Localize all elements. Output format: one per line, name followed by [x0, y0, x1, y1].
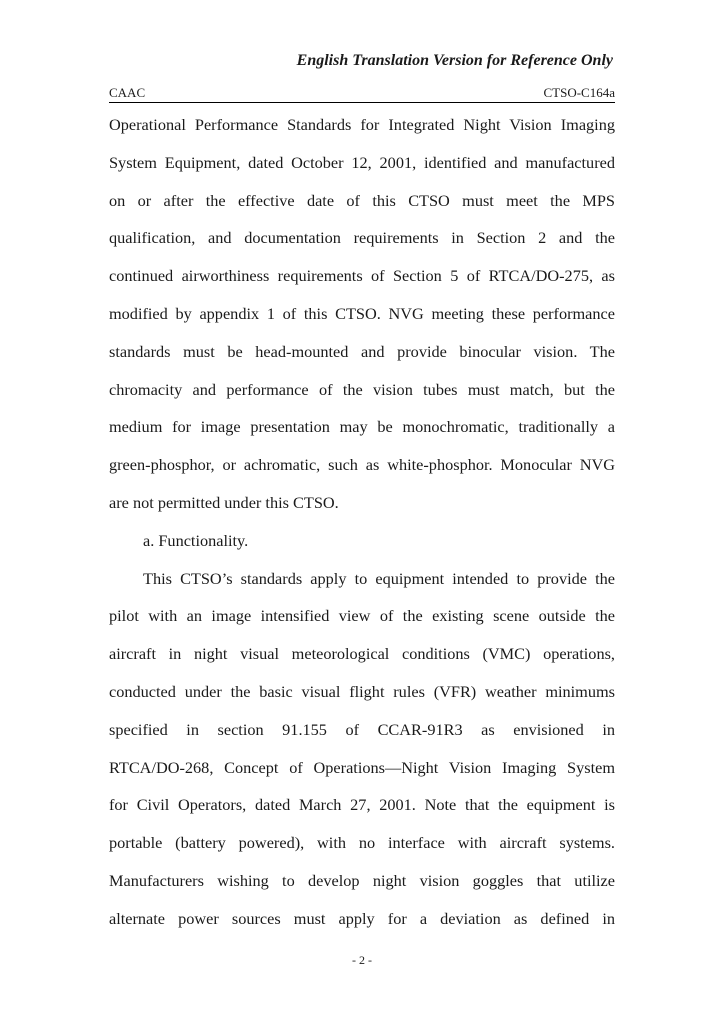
body-line: modified by appendix 1 of this CTSO. NVG meeting these performance: [109, 303, 615, 323]
body-line: for Civil Operators, dated March 27, 2001. Note that the equipment is: [109, 795, 615, 815]
body-line: medium for image presentation may be monochromatic, traditionally a: [109, 417, 615, 437]
body-line: chromacity and performance of the vision tubes must match, but the: [109, 379, 615, 399]
body-line: continued airworthiness requirements of Section 5 of RTCA/DO-275, as: [109, 266, 615, 286]
body-line: qualification, and documentation requirements in Section 2 and the: [109, 228, 615, 248]
body-line: are not permitted under this CTSO.: [109, 492, 339, 512]
body-line: specified in section 91.155 of CCAR-91R3 as envisioned in: [109, 719, 615, 739]
body-line: standards must be head-mounted and provide binocular vision. The: [109, 341, 615, 361]
section-heading: a. Functionality.: [143, 530, 249, 550]
body-line: conducted under the basic visual flight rules (VFR) weather minimums: [109, 681, 615, 701]
header-authority: CAAC: [109, 85, 146, 100]
body-line: alternate power sources must apply for a deviation as defined in: [109, 908, 615, 928]
body-line: pilot with an image intensified view of the existing scene outside the: [109, 606, 615, 626]
body-line: RTCA/DO-268, Concept of Operations—Night Vision Imaging System: [109, 757, 615, 777]
body-line: green-phosphor, or achromatic, such as white-phosphor. Monocular NVG: [109, 455, 615, 475]
body-line: Operational Performance Standards for Integrated Night Vision Imaging: [109, 115, 615, 134]
body-line: aircraft in night visual meteorological conditions (VMC) operations,: [109, 644, 615, 664]
body-line: portable (battery powered), with no interface with aircraft systems.: [109, 833, 615, 853]
document-body: [109, 113, 615, 945]
header-document-number: CTSO-C164a: [543, 85, 615, 100]
translation-notice: English Translation Version for Reference Only: [296, 52, 613, 69]
page-number: - 2 -: [352, 953, 372, 967]
body-line: Manufacturers wishing to develop night vision goggles that utilize: [109, 870, 615, 890]
body-line: on or after the effective date of this CTSO must meet the MPS: [109, 190, 615, 210]
body-line: System Equipment, dated October 12, 2001, identified and manufactured: [109, 152, 615, 172]
body-line: This CTSO’s standards apply to equipment intended to provide the: [143, 568, 615, 588]
running-header: [109, 85, 615, 103]
